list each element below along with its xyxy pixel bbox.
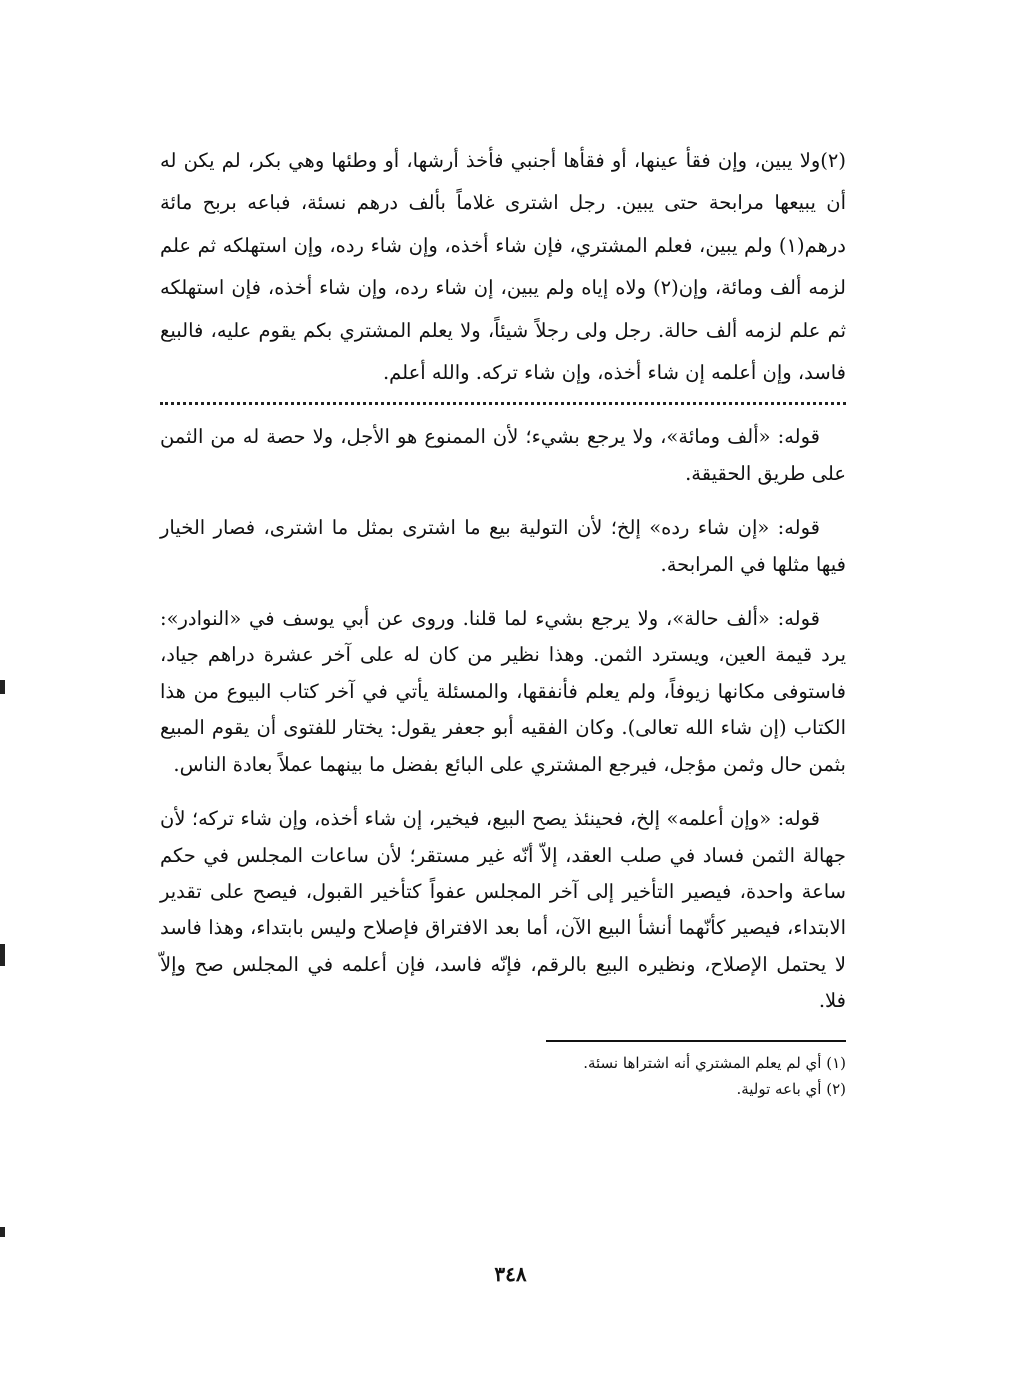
- commentary-paragraph-1: قوله: «ألف ومائة»، ولا يرجع بشيء؛ لأن الممنوع هو الأجل، ولا حصة له من الثمن على طريق الحقيقة.: [160, 425, 846, 485]
- footnote-1: (١) أي لم يعلم المشتري أنه اشتراها نسئة.: [583, 1053, 846, 1072]
- scan-margin-mark: [0, 680, 5, 694]
- page-body: [160, 140, 846, 1102]
- scan-margin-mark: [0, 944, 5, 966]
- commentary-paragraph-3: قوله: «ألف حالة»، ولا يرجع بشيء لما قلنا. وروى عن أبي يوسف في «النوادر»: يرد قيمة العين، ويسترد الثمن. وهذا نظير من كان له على آخر عشرة دراهم جياد، فاستوفى مكانها زيوفاً، ولم يعلم فأنفقها، والمسئلة يأتي في آخر كتاب البيوع من هذا الكتاب (إن شاء الله تعالى). وكان الفقيه أبو جعفر يقول: يختار للفتوى أن يقوم المبيع بثمن حال وثمن مؤجل، فيرجع المشتري على البائع بفضل ما بينهما عملاً بعادة الناس.: [160, 607, 846, 776]
- page-number: ٣٤٨: [494, 1262, 527, 1286]
- main-text-paragraph: (٢)ولا يبين، وإن فقأ عينها، أو فقأها أجنبي فأخذ أرشها، أو وطئها وهي بكر، لم يكن له أن يبيعها مرابحة حتى يبين. رجل اشترى غلاماً بألف درهم نسئة، فباعه بربح مائة درهم(١) ولم يبين، فعلم المشتري، فإن شاء أخذه، وإن شاء رده، وإن استهلكه ثم علم لزمه ألف ومائة، وإن(٢) ولاه إياه ولم يبين، إن شاء رده، وإن شاء أخذه، فإن استهلكه ثم علم لزمه ألف حالة. رجل ولى رجلاً شيئاً، ولا يعلم المشتري بكم يقوم عليه، فالبيع فاسد، وإن أعلمه إن شاء أخذه، وإن شاء تركه. والله أعلم.: [160, 149, 846, 385]
- footnote-rule: [546, 1040, 846, 1042]
- footnote-2: (٢) أي باعه تولية.: [736, 1079, 846, 1098]
- scan-margin-mark: [0, 1227, 5, 1237]
- section-divider: [160, 402, 846, 405]
- commentary-paragraph-4: قوله: «وإن أعلمه» إلخ، فحينئذ يصح البيع، فيخير، إن شاء أخذه، وإن شاء تركه؛ لأن جهالة الثمن فساد في صلب العقد، إلاّ أنّه غير مستقر؛ لأن ساعات المجلس في حكم ساعة واحدة، فيصير التأخير إلى آخر المجلس عفواً كتأخير القبول، فيصح على تقدير الابتداء، فيصير كأنّهما أنشأ البيع الآن، أما بعد الافتراق فإصلاح وليس بابتداء، وهذا فاسد لا يحتمل الإصلاح، ونظيره البيع بالرقم، فإنّه فاسد، فإن أعلمه في المجلس صح وإلاّ فلا.: [160, 807, 846, 1013]
- commentary-paragraph-2: قوله: «إن شاء رده» إلخ؛ لأن التولية بيع ما اشترى بمثل ما اشترى، فصار الخيار فيها مثلها في المرابحة.: [160, 516, 846, 576]
